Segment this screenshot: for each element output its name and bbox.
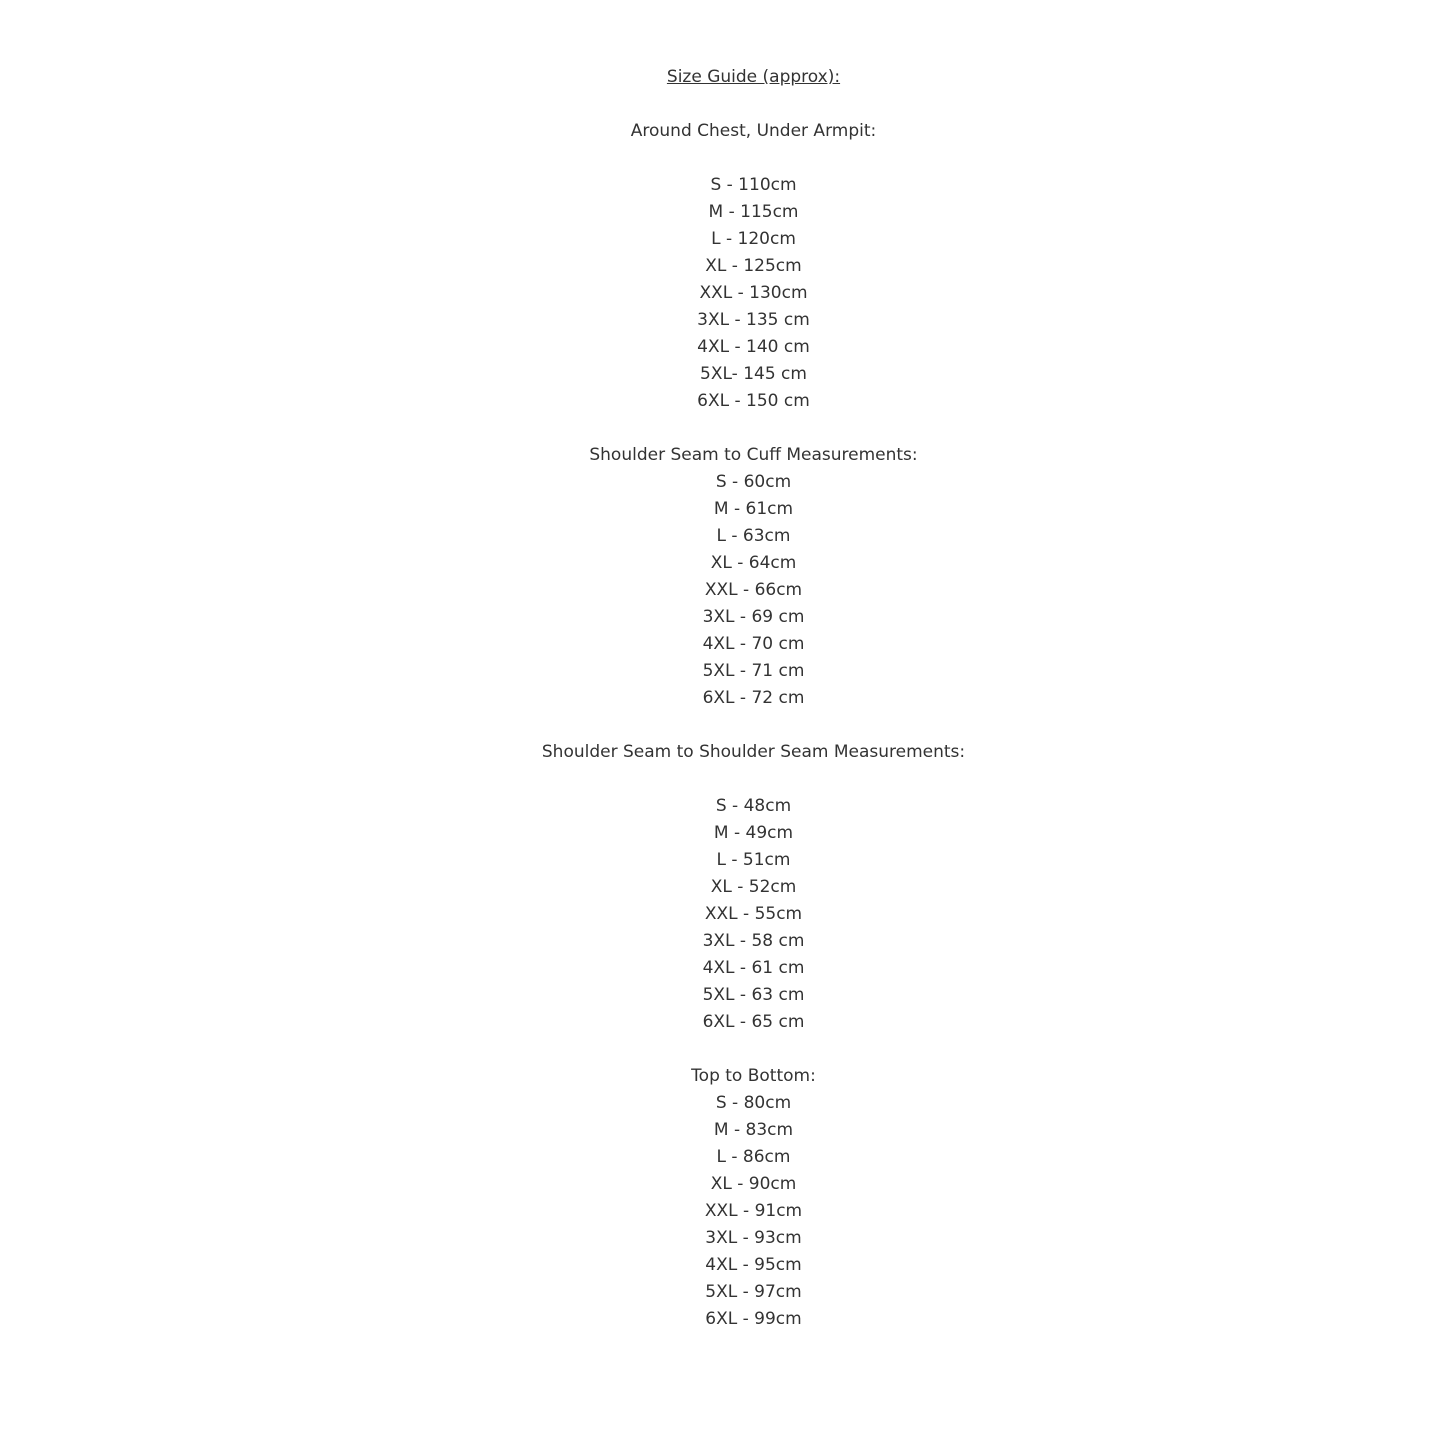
size-section-4 (31, 1063, 1445, 1333)
page-title: Size Guide (approx): (666, 67, 841, 87)
size-item: XXL - 130cm (699, 283, 808, 303)
size-item: M - 115cm (708, 202, 799, 222)
size-item: S - 110cm (710, 175, 797, 195)
size-item: 5XL - 71 cm (702, 661, 805, 681)
section-heading: Shoulder Seam to Shoulder Seam Measurements: (541, 742, 966, 762)
size-section-3 (31, 739, 1445, 1036)
size-item: 6XL - 150 cm (697, 391, 810, 411)
size-item: M - 83cm (713, 1120, 794, 1140)
size-sections (31, 118, 1445, 1333)
size-item: 5XL - 63 cm (702, 985, 805, 1005)
size-item: M - 49cm (713, 823, 794, 843)
size-item: 4XL - 61 cm (702, 958, 805, 978)
size-item: XL - 64cm (710, 553, 797, 573)
size-item: S - 48cm (715, 796, 792, 816)
size-item: L - 51cm (716, 850, 791, 870)
size-item: 3XL - 93cm (705, 1228, 802, 1248)
size-item: 3XL - 135 cm (697, 310, 810, 330)
size-item: XXL - 91cm (704, 1201, 803, 1221)
size-item: S - 80cm (715, 1093, 792, 1113)
size-item: M - 61cm (713, 499, 794, 519)
size-guide-content (31, 64, 1445, 1333)
blank-line (31, 145, 1445, 172)
section-heading: Around Chest, Under Armpit: (630, 121, 877, 141)
size-item: XL - 125cm (705, 256, 802, 276)
size-item: 6XL - 99cm (705, 1309, 802, 1329)
size-item: 4XL - 70 cm (702, 634, 805, 654)
size-item: 3XL - 58 cm (702, 931, 805, 951)
size-item: 5XL- 145 cm (700, 364, 807, 384)
size-item: XL - 90cm (710, 1174, 797, 1194)
size-item: L - 63cm (716, 526, 791, 546)
size-section-1 (31, 118, 1445, 415)
blank-line (31, 766, 1445, 793)
size-item: 6XL - 65 cm (702, 1012, 805, 1032)
size-item: S - 60cm (715, 472, 792, 492)
size-item: L - 120cm (711, 229, 796, 249)
size-section-2 (31, 442, 1445, 712)
size-item: 5XL - 97cm (705, 1282, 802, 1302)
section-heading: Shoulder Seam to Cuff Measurements: (589, 445, 918, 465)
size-item: 4XL - 140 cm (697, 337, 810, 357)
section-heading: Top to Bottom: (691, 1066, 816, 1086)
size-item: 4XL - 95cm (705, 1255, 802, 1275)
size-item: 3XL - 69 cm (702, 607, 805, 627)
size-item: XL - 52cm (710, 877, 797, 897)
size-item: XXL - 66cm (704, 580, 803, 600)
size-item: 6XL - 72 cm (702, 688, 805, 708)
size-item: XXL - 55cm (704, 904, 803, 924)
size-item: L - 86cm (716, 1147, 791, 1167)
